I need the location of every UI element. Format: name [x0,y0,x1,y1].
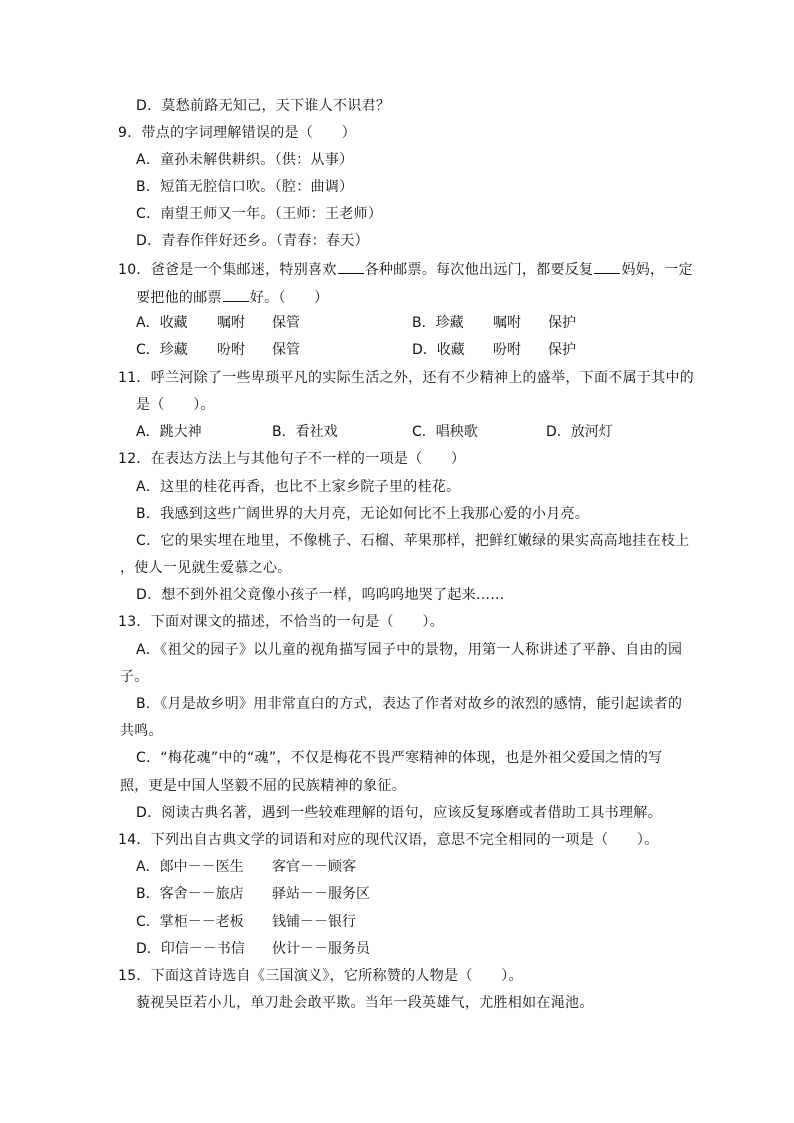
q13-option-b-line1: B．《月是故乡明》用非常直白的方式，表达了作者对故乡的浓烈的感情，能引起读者的 [136,696,683,712]
q12-option-c-line1: C．它的果实埋在地里，不像桃子、石榴、苹果那样，把鲜红嫩绿的果实高高地挂在枝上 [136,533,690,549]
q12-option-d: D．想不到外祖父竟像小孩子一样，呜呜呜地哭了起来…… [136,587,505,603]
q10-stem-line2-part2: 好。（ ） [249,290,329,306]
q12-option-b: B．我感到这些广阔世界的大月亮，无论如何比不上我那心爱的小月亮。 [136,506,590,522]
q10-option-d-word1: D．收藏 [412,342,465,358]
q13-option-c-line1: C．“梅花魂”中的“魂”，不仅是梅花不畏严寒精神的体现，也是外祖父爱国之情的写 [136,750,663,766]
q14-option-a-term2: 客官－－顾客 [272,859,356,875]
q15-stem: 15．下面这首诗选自《三国演义》，它所称赞的人物是（ ）。 [118,968,523,984]
q12-option-a: A．这里的桂花再香，也比不上家乡院子里的桂花。 [136,479,461,495]
blank-line [594,259,620,274]
q14-option-d-term2: 伙计－－服务员 [272,941,370,957]
q11-stem: 11．呼兰河除了一些卑琐平凡的实际生活之外，还有不少精神上的盛举，下面不属于其中的 [118,370,695,386]
q10-option-a-word2: 嘱咐 [217,315,245,331]
q13-option-b-line2: 共鸣。 [120,723,163,739]
q10-stem-part3: 妈妈，一定 [621,262,693,278]
q9-option-b: B．短笛无腔信口吹。（腔：曲调） [136,179,354,195]
q11-option-b: B．看社戏 [272,424,338,440]
q11-option-a: A．跳大神 [136,424,202,440]
q11-option-c: C．唱秧歌 [412,424,478,440]
q10-option-c-word1: C．珍藏 [136,342,188,358]
q10-stem-part2: 各种邮票。每次他出远门，都要反复 [364,262,594,278]
q10-stem-part1: 10．爸爸是一个集邮迷，特别喜欢 [118,262,337,278]
q10-option-c-word3: 保管 [272,342,300,358]
q9-option-a: A．童孙未解供耕织。（供：从事） [136,152,354,168]
q13-option-a-line1: A．《祖父的园子》以儿童的视角描写园子中的景物，用第一人称讲述了平静、自由的园 [136,642,683,658]
q13-option-c-line2: 照，更是中国人坚毅不屈的民族精神的象征。 [120,778,406,794]
blank-line [338,259,364,274]
q10-stem [118,259,693,279]
q12-option-c-line2: ，使人一见就生爱慕之心。 [120,560,292,576]
q10-option-a-word1: A．收藏 [136,315,188,331]
q10-stem-line2 [136,287,329,307]
q14-stem: 14．下列出自古典文学的词语和对应的现代汉语，意思不完全相同的一项是（ ）。 [118,832,659,848]
q10-option-c-word2: 吩咐 [217,342,245,358]
q10-option-a-word3: 保管 [272,315,300,331]
q10-option-d-word3: 保护 [548,342,576,358]
q11-stem-line2: 是（ ）。 [136,397,215,413]
q15-poem: 藐视吴臣若小儿，单刀赴会敢平欺。当年一段英雄气，尤胜相如在渑池。 [136,995,594,1011]
q12-stem: 12．在表达方法上与其他句子不一样的一项是（ ） [118,451,466,467]
q14-option-b-term2: 驿站－－服务区 [272,886,370,902]
q10-stem-line2-part1: 要把他的邮票 [136,290,222,306]
q10-option-b-word1: B．珍藏 [412,315,464,331]
q9-option-d: D．青春作伴好还乡。（青春：春天） [136,233,369,249]
q10-option-b-word3: 保护 [548,315,576,331]
q10-option-d-word2: 吩咐 [493,342,521,358]
blank-line [223,287,249,302]
q10-option-b-word2: 嘱咐 [493,315,521,331]
q9-stem: 9．带点的字词理解错误的是（ ） [118,125,357,141]
q14-option-a-term1: A．郎中－－医生 [136,859,244,875]
q9-option-c: C．南望王师又一年。（王师：王老师） [136,206,383,222]
q14-option-c-term1: C．掌柜－－老板 [136,914,244,930]
q13-stem: 13．下面对课文的描述，不恰当的一句是（ ）。 [118,614,445,630]
q13-option-d: D．阅读古典名著，遇到一些较难理解的语句，应该反复琢磨或者借助工具书理解。 [136,805,662,821]
q13-option-a-line2: 子。 [120,669,149,685]
q14-option-b-term1: B．客舍－－旅店 [136,886,244,902]
q8-option-d: D．莫愁前路无知己，天下谁人不识君？ [136,98,391,114]
q11-option-d: D．放河灯 [546,424,613,440]
q14-option-d-term1: D．印信－－书信 [136,941,245,957]
q14-option-c-term2: 钱铺－－银行 [272,914,356,930]
